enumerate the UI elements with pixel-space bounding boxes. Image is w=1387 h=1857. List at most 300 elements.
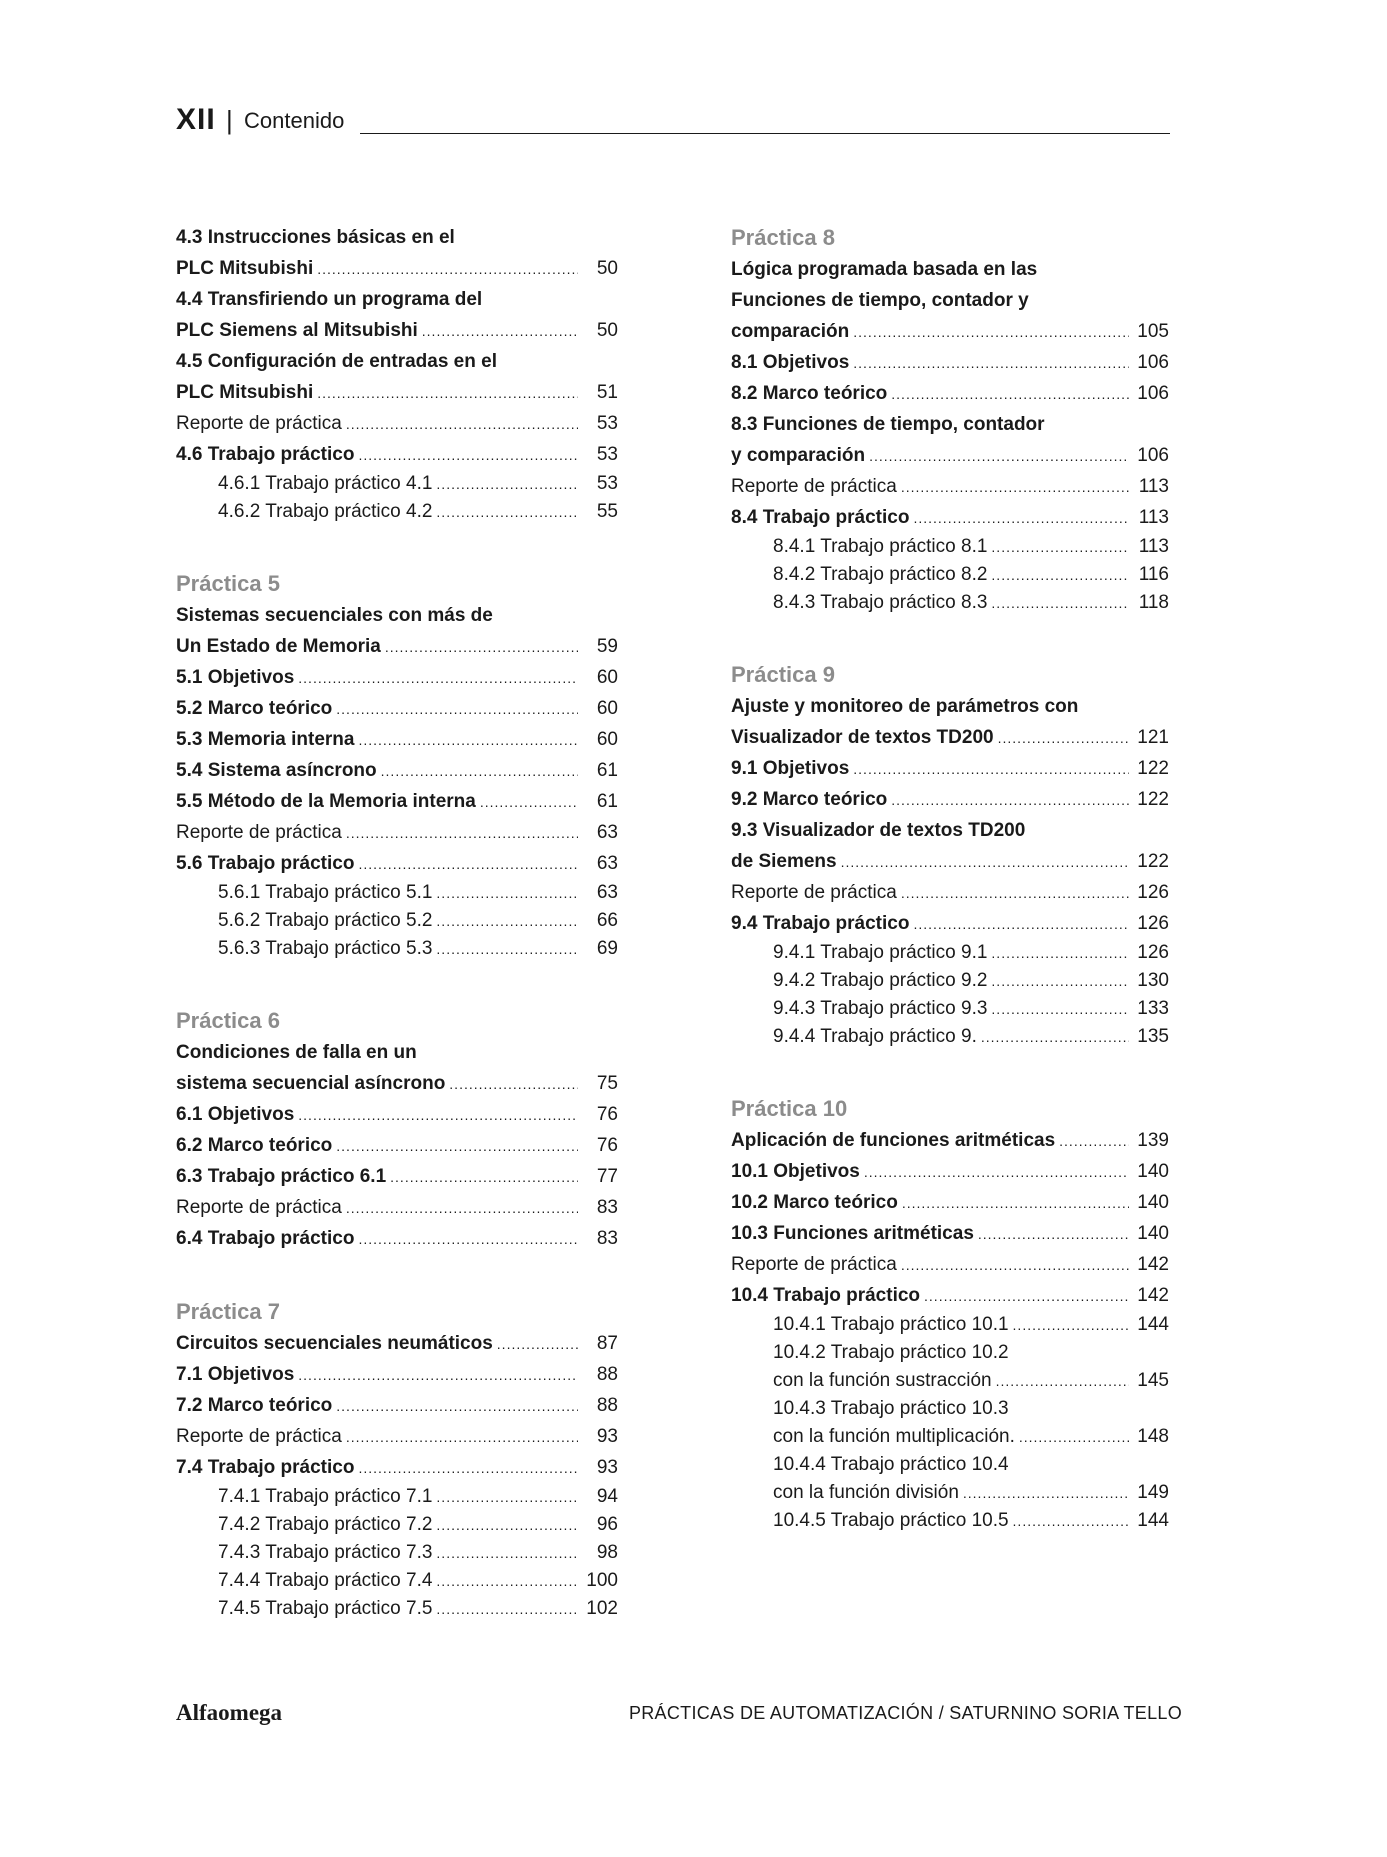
toc-entry[interactable] [731, 939, 1169, 967]
dot-leader [1013, 1311, 1129, 1339]
dot-leader [317, 254, 578, 285]
toc-entry[interactable] [176, 1511, 618, 1539]
toc-entry-text: 7.4.3 Trabajo práctico 7.3 [218, 1542, 433, 1563]
dot-leader [385, 632, 578, 663]
toc-entry[interactable] [176, 1567, 618, 1595]
toc-entry[interactable] [731, 409, 1169, 440]
section-gap [176, 1254, 618, 1296]
toc-entry[interactable] [731, 1125, 1169, 1156]
dot-leader [436, 1595, 578, 1623]
toc-page-number: 93 [596, 1457, 618, 1478]
toc-entry[interactable] [731, 967, 1169, 995]
toc-page-number: 51 [596, 382, 618, 403]
toc-page-number: 142 [1137, 1254, 1169, 1275]
toc-entry[interactable] [176, 408, 618, 439]
toc-entry[interactable] [731, 1423, 1169, 1451]
dot-leader [913, 909, 1129, 940]
toc-entry[interactable] [176, 1161, 618, 1192]
toc-entry-text: 4.6.1 Trabajo práctico 4.1 [218, 473, 433, 494]
toc-entry[interactable] [176, 1539, 618, 1567]
dot-leader [991, 939, 1129, 967]
toc-entry[interactable] [176, 1595, 618, 1623]
toc-page-number: 113 [1138, 536, 1169, 557]
toc-page-number: 100 [586, 1570, 618, 1591]
toc-page-number: 61 [596, 760, 618, 781]
dot-leader [336, 1131, 578, 1162]
toc-page-number: 77 [596, 1166, 618, 1187]
toc-entry-text: Funciones de tiempo, contador y [731, 290, 1029, 311]
page-number: XII [176, 103, 216, 136]
toc-page-number: 126 [1137, 882, 1169, 903]
dot-leader [358, 1224, 578, 1255]
toc-entry-text: 10.4.1 Trabajo práctico 10.1 [773, 1314, 1009, 1335]
toc-entry-text: 8.1 Objetivos [731, 352, 850, 373]
toc-entry-text: Reporte de práctica [176, 413, 342, 434]
toc-entry-text: 10.4 Trabajo práctico [731, 1285, 921, 1306]
toc-entry[interactable] [731, 784, 1169, 815]
toc-page-number: 122 [1137, 758, 1169, 779]
dot-leader [436, 1539, 578, 1567]
section-gap [176, 963, 618, 1005]
dot-leader [1059, 1126, 1129, 1157]
dot-leader [346, 818, 578, 849]
section-gap [731, 617, 1169, 659]
dot-leader [436, 1511, 578, 1539]
toc-page-number: 106 [1137, 352, 1169, 373]
dot-leader [336, 1391, 578, 1422]
toc-entry-text: 7.4.5 Trabajo práctico 7.5 [218, 1598, 433, 1619]
toc-entry-text: de Siemens [731, 851, 837, 872]
toc-entry[interactable] [731, 908, 1169, 939]
toc-entry-text: con la función división [773, 1482, 959, 1503]
section-gap [176, 526, 618, 568]
dot-leader [346, 1193, 578, 1224]
toc-entry-text: 4.5 Configuración de entradas en el [176, 351, 497, 372]
toc-entry-text: 9.4 Trabajo práctico [731, 913, 910, 934]
toc-entry[interactable] [176, 935, 618, 963]
toc-entry[interactable] [176, 879, 618, 907]
toc-entry-text: PLC Mitsubishi [176, 258, 314, 279]
toc-entry-text: 7.4.1 Trabajo práctico 7.1 [218, 1486, 433, 1507]
toc-entry[interactable] [731, 1451, 1169, 1479]
toc-entry[interactable] [176, 848, 618, 879]
toc-entry-text: PLC Mitsubishi [176, 382, 314, 403]
toc-entry-text: Reporte de práctica [731, 476, 897, 497]
toc-entry-text: Circuitos secuenciales neumáticos [176, 1333, 493, 1354]
toc-entry[interactable] [731, 1479, 1169, 1507]
dot-leader [358, 725, 578, 756]
toc-entry[interactable] [176, 907, 618, 935]
dot-leader [901, 878, 1129, 909]
toc-entry[interactable] [731, 1023, 1169, 1051]
toc-entry-text: 5.3 Memoria interna [176, 729, 355, 750]
toc-page-number: 118 [1138, 592, 1169, 613]
dot-leader [869, 441, 1129, 472]
toc-page-number: 66 [596, 910, 618, 931]
toc-entry-text: sistema secuencial asíncrono [176, 1073, 446, 1094]
toc-entry-text: 10.4.2 Trabajo práctico 10.2 [773, 1342, 1009, 1363]
toc-entry-text: 6.1 Objetivos [176, 1104, 295, 1125]
toc-entry[interactable] [176, 817, 618, 848]
toc-page-number: 144 [1137, 1510, 1169, 1531]
toc-entry-text: 7.4 Trabajo práctico [176, 1457, 355, 1478]
toc-entry-text: 8.2 Marco teórico [731, 383, 888, 404]
dot-leader [996, 1367, 1129, 1395]
dot-leader [436, 879, 578, 907]
toc-page-number: 144 [1137, 1314, 1169, 1335]
toc-entry[interactable] [176, 786, 618, 817]
toc-entry-text: 9.1 Objetivos [731, 758, 850, 779]
toc-entry-text: 8.4.2 Trabajo práctico 8.2 [773, 564, 988, 585]
toc-entry-text: comparación [731, 321, 850, 342]
toc-entry[interactable] [176, 1483, 618, 1511]
toc-page-number: 149 [1137, 1482, 1169, 1503]
dot-leader [422, 316, 578, 347]
toc-entry-text: Aplicación de funciones aritméticas [731, 1130, 1056, 1151]
toc-entry-text: 5.6.3 Trabajo práctico 5.3 [218, 938, 433, 959]
toc-entry-text: 5.2 Marco teórico [176, 698, 333, 719]
publisher-logo: Alfaomega [176, 1700, 283, 1725]
toc-entry[interactable] [176, 1192, 618, 1223]
dot-leader [298, 1360, 578, 1391]
toc-entry-text: Visualizador de textos TD200 [731, 727, 994, 748]
toc-page-number: 83 [596, 1197, 618, 1218]
toc-entry[interactable] [731, 995, 1169, 1023]
dot-leader [436, 1483, 578, 1511]
toc-entry-text: 9.4.1 Trabajo práctico 9.1 [773, 942, 988, 963]
toc-page-number: 142 [1137, 1285, 1169, 1306]
toc-page-number: 88 [596, 1364, 618, 1385]
dot-leader [346, 409, 578, 440]
toc-entry[interactable] [176, 1130, 618, 1161]
toc-page-number: 130 [1137, 970, 1169, 991]
dot-leader [901, 472, 1129, 503]
toc-entry[interactable] [176, 724, 618, 755]
toc-entry[interactable] [176, 755, 618, 786]
toc-entry[interactable] [176, 1421, 618, 1452]
dot-leader [864, 1157, 1129, 1188]
dot-leader [358, 440, 578, 471]
toc-entry[interactable] [176, 1068, 618, 1099]
toc-page-number: 60 [596, 698, 618, 719]
dot-leader [480, 787, 578, 818]
toc-entry-text: 9.4.3 Trabajo práctico 9.3 [773, 998, 988, 1019]
toc-entry-text: 7.4.2 Trabajo práctico 7.2 [218, 1514, 433, 1535]
toc-page-number: 87 [596, 1333, 618, 1354]
toc-entry[interactable] [176, 346, 618, 377]
toc-entry-text: 10.3 Funciones aritméticas [731, 1223, 974, 1244]
toc-entry[interactable] [731, 347, 1169, 378]
practice-heading: Práctica 6 [176, 1008, 280, 1033]
dot-leader [436, 1567, 578, 1595]
toc-entry[interactable] [731, 1339, 1169, 1367]
toc-entry[interactable] [176, 631, 618, 662]
practice-heading: Práctica 8 [731, 225, 835, 250]
dot-leader [336, 694, 578, 725]
toc-page-number: 75 [596, 1073, 618, 1094]
toc-entry[interactable] [731, 316, 1169, 347]
toc-page-number: 83 [596, 1228, 618, 1249]
toc-entry-text: 4.3 Instrucciones básicas en el [176, 227, 455, 248]
toc-page-number: 122 [1137, 851, 1169, 872]
toc-page-number: 113 [1138, 476, 1169, 497]
toc-page-number: 63 [596, 853, 618, 874]
toc-page-number: 113 [1138, 507, 1169, 528]
dot-leader [991, 967, 1129, 995]
book-title-footer: PRÁCTICAS DE AUTOMATIZACIÓN / SATURNINO SORIA TELLO [628, 1703, 1182, 1723]
toc-entry[interactable] [176, 600, 618, 631]
toc-entry-text: con la función multiplicación. [773, 1426, 1015, 1447]
toc-entry[interactable] [176, 1037, 618, 1068]
toc-entry-text: Reporte de práctica [731, 1254, 897, 1275]
dot-leader [853, 317, 1129, 348]
toc-page-number: 106 [1137, 383, 1169, 404]
toc-page-number: 139 [1137, 1130, 1169, 1151]
toc-entry[interactable] [176, 1328, 618, 1359]
dot-leader [891, 785, 1129, 816]
toc-entry-text: Sistemas secuenciales con más de [176, 605, 493, 626]
toc-entry-text: 10.2 Marco teórico [731, 1192, 898, 1213]
dot-leader [1019, 1423, 1129, 1451]
toc-page-number: 53 [596, 444, 618, 465]
dot-leader [1013, 1507, 1129, 1535]
toc-entry[interactable] [731, 561, 1169, 589]
toc-page-number: 61 [596, 791, 618, 812]
toc-column-left [176, 222, 618, 1623]
practice-heading: Práctica 10 [731, 1096, 848, 1121]
toc-entry[interactable] [731, 846, 1169, 877]
toc-entry[interactable] [176, 1099, 618, 1130]
toc-entry-text: y comparación [731, 445, 866, 466]
toc-entry-text: 5.6.2 Trabajo práctico 5.2 [218, 910, 433, 931]
toc-entry-text: 10.1 Objetivos [731, 1161, 860, 1182]
toc-entry[interactable] [731, 722, 1169, 753]
dot-leader [902, 1188, 1129, 1219]
toc-page-number: 88 [596, 1395, 618, 1416]
toc-page-number: 126 [1137, 913, 1169, 934]
toc-entry-text: 6.3 Trabajo práctico 6.1 [176, 1166, 387, 1187]
dot-leader [436, 498, 578, 526]
dot-leader [913, 503, 1129, 534]
toc-entry[interactable] [731, 1507, 1169, 1535]
toc-page-number: 133 [1137, 998, 1169, 1019]
dot-leader [381, 756, 578, 787]
header-rule [360, 133, 1170, 134]
toc-entry[interactable] [731, 1311, 1169, 1339]
toc-entry-text: Reporte de práctica [176, 1197, 342, 1218]
toc-page-number: 96 [596, 1514, 618, 1535]
toc-entry[interactable] [731, 815, 1169, 846]
dot-leader [449, 1069, 578, 1100]
toc-entry-text: 10.4.3 Trabajo práctico 10.3 [773, 1398, 1009, 1419]
dot-leader [991, 995, 1129, 1023]
toc-entry[interactable] [176, 693, 618, 724]
toc-entry[interactable] [176, 439, 618, 470]
toc-page-number: 126 [1137, 942, 1169, 963]
dot-leader [298, 1100, 578, 1131]
practice-heading: Práctica 9 [731, 662, 835, 687]
toc-entry[interactable] [731, 254, 1169, 285]
toc-entry[interactable] [176, 253, 618, 284]
toc-entry[interactable] [731, 1218, 1169, 1249]
practice-heading: Práctica 7 [176, 1299, 280, 1324]
toc-entry[interactable] [176, 1359, 618, 1390]
toc-entry[interactable] [731, 753, 1169, 784]
dot-leader [981, 1023, 1129, 1051]
dot-leader [346, 1422, 578, 1453]
dot-leader [436, 935, 578, 963]
toc-entry[interactable] [731, 440, 1169, 471]
toc-page-number: 116 [1138, 564, 1169, 585]
toc-entry-text: Lógica programada basada en las [731, 259, 1038, 280]
toc-entry[interactable] [176, 470, 618, 498]
toc-entry-text: 7.4.4 Trabajo práctico 7.4 [218, 1570, 433, 1591]
toc-page-number: 135 [1137, 1026, 1169, 1047]
toc-entry[interactable] [731, 589, 1169, 617]
toc-entry[interactable] [176, 1452, 618, 1483]
dot-leader [991, 561, 1129, 589]
toc-entry[interactable] [176, 284, 618, 315]
toc-page-number: 63 [596, 882, 618, 903]
toc-page-number: 69 [596, 938, 618, 959]
toc-entry-text: 5.1 Objetivos [176, 667, 295, 688]
dot-leader [998, 723, 1129, 754]
toc-page-number: 98 [596, 1542, 618, 1563]
toc-page-number: 145 [1137, 1370, 1169, 1391]
toc-entry-text: 6.4 Trabajo práctico [176, 1228, 355, 1249]
toc-page-number: 59 [596, 636, 618, 657]
toc-entry[interactable] [176, 377, 618, 408]
toc-page-number: 76 [596, 1104, 618, 1125]
toc-page-number: 140 [1137, 1223, 1169, 1244]
page-header [176, 103, 1170, 139]
toc-entry-text: 5.5 Método de la Memoria interna [176, 791, 476, 812]
dot-leader [358, 1453, 578, 1484]
toc-entry[interactable] [731, 378, 1169, 409]
toc-entry-text: 5.6.1 Trabajo práctico 5.1 [218, 882, 433, 903]
toc-page-number: 53 [596, 473, 618, 494]
dot-leader [963, 1479, 1129, 1507]
toc-page-number: 53 [596, 413, 618, 434]
toc-entry-text: 9.3 Visualizador de textos TD200 [731, 820, 1026, 841]
toc-entry-text: 9.4.2 Trabajo práctico 9.2 [773, 970, 988, 991]
toc-entry-text: Un Estado de Memoria [176, 636, 381, 657]
toc-entry-text: 8.4.1 Trabajo práctico 8.1 [773, 536, 988, 557]
toc-page-number: 140 [1137, 1161, 1169, 1182]
toc-entry[interactable] [731, 1367, 1169, 1395]
section-gap [731, 1051, 1169, 1093]
toc-entry[interactable] [731, 1156, 1169, 1187]
toc-entry-text: Reporte de práctica [731, 882, 897, 903]
toc-page-number: 50 [596, 258, 618, 279]
toc-page-number: 50 [596, 320, 618, 341]
toc-page-number: 63 [596, 822, 618, 843]
toc-page-number: 94 [596, 1486, 618, 1507]
toc-entry[interactable] [176, 315, 618, 346]
dot-leader [901, 1250, 1129, 1281]
toc-entry-text: 5.4 Sistema asíncrono [176, 760, 377, 781]
toc-entry-text: 8.4 Trabajo práctico [731, 507, 910, 528]
dot-leader [317, 378, 578, 409]
toc-entry[interactable] [176, 498, 618, 526]
toc-entry[interactable] [176, 1223, 618, 1254]
toc-page-number: 93 [596, 1426, 618, 1447]
dot-leader [891, 379, 1129, 410]
header-separator: | [226, 105, 233, 135]
toc-entry[interactable] [176, 662, 618, 693]
toc-entry[interactable] [731, 1249, 1169, 1280]
toc-entry-text: Reporte de práctica [176, 822, 342, 843]
dot-leader [841, 847, 1129, 878]
toc-entry-text: 4.6.2 Trabajo práctico 4.2 [218, 501, 433, 522]
toc-entry[interactable] [731, 877, 1169, 908]
toc-entry-text: 8.3 Funciones de tiempo, contador [731, 414, 1045, 435]
toc-entry[interactable] [176, 1390, 618, 1421]
toc-entry[interactable] [731, 502, 1169, 533]
toc-entry-text: Reporte de práctica [176, 1426, 342, 1447]
toc-page-number: 148 [1137, 1426, 1169, 1447]
dot-leader [978, 1219, 1129, 1250]
dot-leader [991, 533, 1129, 561]
toc-entry[interactable] [731, 1395, 1169, 1423]
toc-entry[interactable] [176, 222, 618, 253]
toc-entry-text: Condiciones de falla en un [176, 1042, 417, 1063]
toc-entry-text: Ajuste y monitoreo de parámetros con [731, 696, 1079, 717]
dot-leader [924, 1281, 1129, 1312]
toc-entry-text: 6.2 Marco teórico [176, 1135, 333, 1156]
toc-entry-text: 9.2 Marco teórico [731, 789, 888, 810]
header-title: Contenido [244, 108, 345, 133]
toc-page-number: 105 [1137, 321, 1169, 342]
toc-entry-text: 4.4 Transfiriendo un programa del [176, 289, 483, 310]
toc-entry[interactable] [731, 1280, 1169, 1311]
dot-leader [853, 754, 1129, 785]
toc-page-number: 60 [596, 667, 618, 688]
dot-leader [436, 907, 578, 935]
dot-leader [390, 1162, 578, 1193]
toc-entry[interactable] [731, 1187, 1169, 1218]
dot-leader [991, 589, 1129, 617]
toc-entry-text: 7.1 Objetivos [176, 1364, 295, 1385]
toc-page-number: 122 [1137, 789, 1169, 810]
toc-entry-text: 10.4.4 Trabajo práctico 10.4 [773, 1454, 1009, 1475]
toc-page-number: 76 [596, 1135, 618, 1156]
dot-leader [497, 1329, 578, 1360]
toc-entry-text: 10.4.5 Trabajo práctico 10.5 [773, 1510, 1009, 1531]
toc-entry[interactable] [731, 691, 1169, 722]
toc-page-number: 55 [596, 501, 618, 522]
toc-page-number: 60 [596, 729, 618, 750]
toc-page-number: 140 [1137, 1192, 1169, 1213]
dot-leader [853, 348, 1129, 379]
toc-page-number: 106 [1137, 445, 1169, 466]
toc-entry-text: 9.4.4 Trabajo práctico 9. [773, 1026, 977, 1047]
toc-page-number: 121 [1137, 727, 1169, 748]
toc-entry-text: 5.6 Trabajo práctico [176, 853, 355, 874]
dot-leader [436, 470, 578, 498]
toc-entry-text: PLC Siemens al Mitsubishi [176, 320, 418, 341]
toc-column-right [731, 222, 1169, 1535]
dot-leader [358, 849, 578, 880]
toc-entry[interactable] [731, 471, 1169, 502]
dot-leader [298, 663, 578, 694]
toc-entry-text: con la función sustracción [773, 1370, 992, 1391]
toc-entry[interactable] [731, 285, 1169, 316]
toc-page-number: 102 [586, 1598, 618, 1619]
toc-entry-text: 4.6 Trabajo práctico [176, 444, 355, 465]
toc-entry-text: 8.4.3 Trabajo práctico 8.3 [773, 592, 988, 613]
toc-entry[interactable] [731, 533, 1169, 561]
